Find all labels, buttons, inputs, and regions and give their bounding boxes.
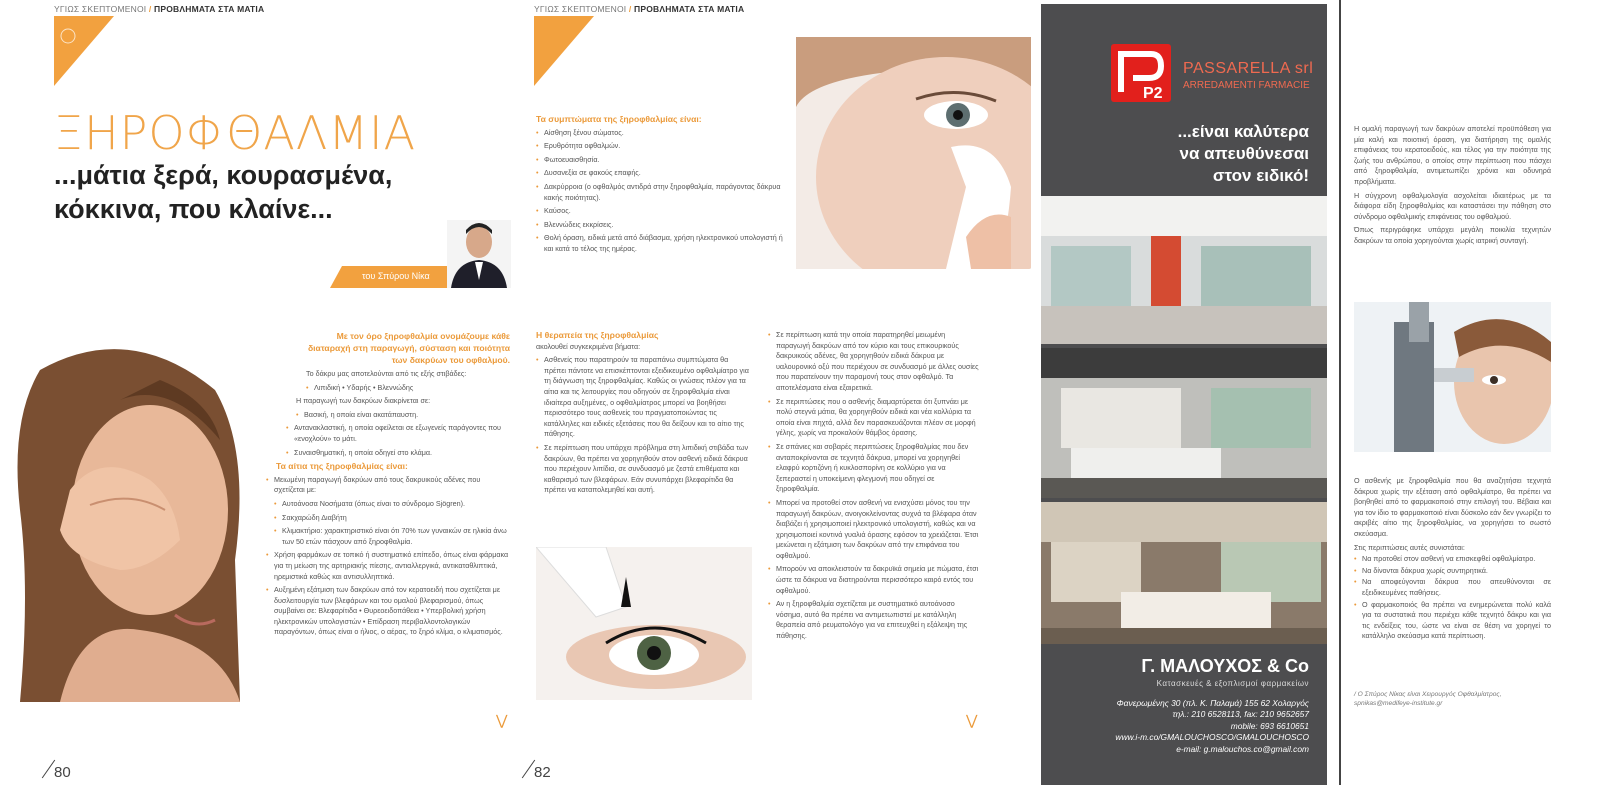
page-number-80: 80: [54, 764, 71, 781]
layers-list: • Λιπιδική • Υδαρής • Βλεννώδης: [306, 383, 510, 394]
woman-tissue-eye-photo: [796, 37, 1031, 269]
therapy-step-8: • Αν η ξηροφθαλμία σχετίζεται με συστηματικό αυτοάνοσο νόσημα, αυτό θα πρέπει να αντιμετωπιστεί με κατάλληλη θεραπεία από ρευματολόγο για να επιτευχθεί η εξάλειψη της πάθησης.: [768, 599, 980, 641]
symptom-item: • Δυσανεξία σε φακούς επαφής.: [536, 168, 792, 179]
therapy-step-6: • Μπορεί να προτοθεί στον ασθενή να ενισχύσει μόνος του την παραγωγή δακρύων, ανοιγοκλείνοντας συχνά τα βλέφαρα όταν διαβάζει ή χρησιμοποιεί ηλεκτρονικό υπολογιστή, καθώς και να χρησιμοποιεί κοντινά γυαλιά όρασης εφόσον τα χρειάζεται. Έτσι μειώνεται η εξάτμιση των δακρύων από την επιφάνεια του οφθαλμού.: [768, 498, 980, 562]
production-basic: • Βασική, η οποία είναι ακατάπαυστη.: [296, 410, 510, 421]
running-header-p2: ΥΓΙΩΣ ΣΚΕΠΤΟΜΕΝΟΙ / ΠΡΟΒΛΗΜΑΤΑ ΣΤΑ ΜΑΤΙΑ: [534, 4, 745, 14]
p4-para-5: Στις περιπτώσεις αυτές συνιστάται:: [1354, 542, 1465, 552]
p4-para-1: Η ομαλή παραγωγή των δακρύων αποτελεί προϋπόθεση για μία καλή και ποιοτική όραση, για διατήρηση της ομαλής επιφάνειας του κερατοειδούς, και τέλος για την ποιότητα της ζωής του ανθρώπου, ο οποίος στην περίπτωση που πάσχει από ξηροφθαλμία, αντιμετωπίζει χρόνια και οδυνηρά προβλήματα.: [1354, 124, 1551, 186]
cause-autoimmune: • Αυτοάνοσα Νοσήματα (όπως είναι το σύνδρομο Sjögren).: [274, 499, 510, 510]
p4-rec-1: • Να προτοθεί στον ασθενή να επισκεφθεί οφθαλμίατρο.: [1354, 554, 1551, 565]
p4-rec-2: • Να δίνονται δάκρυα χωρίς συντηρητικά.: [1354, 566, 1551, 577]
production-reflex: • Αντανακλαστική, η οποία οφείλεται σε εξωγενείς παράγοντες που «ενοχλούν» το μάτι.: [286, 423, 510, 444]
causes-heading: Τα αίτια της ξηροφθαλμίας είναι:: [276, 461, 408, 472]
continue-chevron-icon: ⋁: [496, 712, 508, 728]
ad-slogan-3: στον ειδικό!: [1212, 166, 1309, 185]
symptom-item: • Ερυθρότητα οφθαλμών.: [536, 141, 792, 152]
mobile-line: mobile: 693 6610651: [1230, 720, 1309, 731]
phone-line: τηλ.: 210 6528113, fax: 210 9652657: [1172, 709, 1309, 720]
author-footnote: / Ο Σπύρος Νίκας είναι Χειρουργός Οφθαλμίατρος, spnikas@medifeye-institute.gr: [1354, 691, 1502, 707]
therapy-step-7: • Μπορούν να αποκλειστούν τα δακρυϊκά σημεία με πώματα, έτσι ώστε τα δάκρυα να διατηρούνται περισσότερο καιρό εντός του οφθαλμού.: [768, 564, 980, 596]
company-subtitle: Κατασκευές & εξοπλισμοί φαρμακείων: [1156, 679, 1309, 688]
symptoms-block: [536, 114, 792, 258]
advertisement-panel: [1041, 4, 1327, 785]
ad-slogan-2: να απευθύνεσαι: [1179, 144, 1309, 163]
svg-text:P2: P2: [1143, 85, 1163, 102]
p4-text-top: [1354, 124, 1551, 250]
p4-rec-3: • Να αποφεύγονται δάκρυα που απευθύνονται σε εξειδικευμένες παθήσεις.: [1354, 577, 1551, 598]
production-intro: Η παραγωγή των δακρύων διακρίνεται σε:: [296, 396, 431, 406]
symptom-item: • Αίσθηση ξένου σώματος.: [536, 128, 792, 139]
p4-para-2: Η σύγχρονη οφθαλμολογία ασχολείται ιδιαιτέρως με τα διάφορα είδη ξηροφθαλμίας και καταστάσει την πάθηση στο σύνδρομο οφθαλμικής επιφάνειας του οφθαλμού.: [1354, 190, 1551, 221]
p1-text-column: [266, 330, 510, 641]
page-gutter-line: [1339, 0, 1341, 785]
corner-triangle-decoration: [54, 16, 114, 86]
woman-rubbing-eye-photo: [0, 330, 260, 702]
pharmacy-interior-photo-1: [1041, 196, 1327, 344]
p4-text-bottom: [1354, 476, 1551, 645]
symptom-item: • Καύσος.: [536, 206, 792, 217]
layers-intro: Το δάκρυ μας αποτελούνται από τις εξής στιβάδες:: [306, 369, 467, 378]
pharmacy-interior-photo-2: [1041, 348, 1327, 498]
cause-reduced-production: • Μειωμένη παραγωγή δακρύων από τους δακρυικούς αδένες που σχετίζεται με:: [266, 475, 510, 496]
continue-chevron-icon-p2: ⋁: [966, 712, 978, 728]
therapy-block: [536, 330, 752, 499]
therapy-step-3: • Σε περίπτωση κατά την οποία παρατηρηθεί μειωμένη παραγωγή δακρύων από τον κύριο και τους επικουρικούς δακρυικούς αδένες, θα χορηγηθούν ειδικά δάκρυα με υαλουρονικό οξύ που περιέχουν σε συνδυασμό με άλλες ουσίες που παρατείνουν την παραμονή τους στον οφθαλμό. Τα αποτελέσματα είναι εξαιρετικά.: [768, 330, 980, 394]
p4-rec-4: • Ο φαρμακοποιός θα πρέπει να ενημερώνεται πολύ καλά για τα συστατικά που περιέχει κάθε τεχνητό δάκρυ και για τις ενδείξεις του, ώστε να είναι σε θέση να χορηγεί το κατάλληλο σκεύασμα κατά περίπτωση.: [1354, 600, 1551, 642]
therapy-intro: ακολουθεί συγκεκριμένα βήματα:: [536, 341, 641, 351]
production-emotional: • Συναισθηματική, η οποία οδηγεί στο κλάμα.: [286, 448, 510, 459]
symptom-item: • Δακρύρροια (ο οφθαλμός αντιδρά στην ξηροφθαλμία, παράγοντας δάκρυα κακής ποιότητας).: [536, 182, 792, 203]
company-name: Γ. ΜΑΛΟΥΧΟΣ & Co: [1141, 656, 1309, 676]
cause-evaporation: • Αυξημένη εξάτμιση των δακρύων από τον κερατοειδή που σχετίζεται με δυσλειτουργία των βλεφάρων και του ομαλού βλεφαρισμού, όπως συμβαίνει σε: Βλεφαρίτιδα • Θυρεοειδοπάθεια • Υπερβολική χρήση ηλεκτρονικών υπολογιστών • Επίδραση περιβαλλοντολογικών παραγόντων, όπως είναι ο ήλιος, ο αέρας, το ξηρό κλίμα, ο κλιματισμός.: [266, 585, 510, 638]
author-name: του Σπύρου Νίκα: [362, 271, 430, 281]
symptoms-list: [536, 128, 792, 255]
symptom-item: • Φωτοευαισθησία.: [536, 155, 792, 166]
pharmacy-interior-photo-3: [1041, 502, 1327, 644]
cause-menopause: • Κλιμακτήριο: χαρακτηριστικό είναι ότι 70% των γυναικών σε ηλικία άνω των 50 ετών πάσχουν από ξηροφθαλμία.: [274, 526, 510, 547]
therapy-right-column: [768, 330, 980, 645]
p4-para-4: Ο ασθενής με ξηροφθαλμία που θα αναζητήσει τεχνητά δάκρυα χωρίς την εξέταση από οφθαλμίατρο, θα πρέπει να βοηθηθεί από το φαρμακοποιό στην επιλογή του. Βέβαια και για τον ίδιο το φαρμακοποιό είναι δύσκολο εάν δεν γνωρίζει το ακριβές αίτιο της ξηροφθαλμίας, να χορηγήσει το σωστό σκεύασμα.: [1354, 476, 1551, 538]
brand-name: PASSARELLA srl: [1183, 60, 1314, 77]
therapy-step-1: • Ασθενείς που παρατηρούν τα παραπάνω συμπτώματα θα πρέπει πάντοτε να επισκέπτονται εξειδικευμένο οφθαλμίατρο για τη διάγνωση της ξηροφθαλμίας. Καθώς οι γνώσεις πλέον για τα αίτια και τις λειτουργίες που οδηγούν σε ξηροφθαλμία είναι ιδιαίτερα αυξημένες, ο οφθαλμίατρος μπορεί να βοηθήσει περισσότερο τους ασθενείς του πραγματοποιώντας τις κατάλληλες και ειδικές εξετάσεις που θα δείξουν και το αίτιο της πάθησης.: [536, 355, 752, 440]
author-photo: [447, 220, 511, 288]
contact-address: [1115, 698, 1309, 755]
p2-logo: [1111, 44, 1171, 102]
article-subtitle-line1: ...μάτια ξερά, κουρασμένα,: [54, 160, 393, 190]
therapy-heading: Η θεραπεία της ξηροφθαλμίας: [536, 330, 659, 340]
corner-triangle-decoration-p2: [534, 16, 594, 86]
address-line: Φανερωμένης 30 (πλ. Κ. Παλαμά) 155 62 Χολαργός: [1116, 698, 1309, 708]
brand-subtitle: ARREDAMENTI FARMACIE: [1183, 80, 1310, 91]
cause-medication: • Χρήση φαρμάκων σε τοπικό ή συστηματικό επίπεδο, όπως είναι φάρμακα για τη μείωση της αρτηριακής πίεσης, αντιαλλεργικά, αντικαταθλιπτικά, ηρεμιστικά καθώς και αντισυλληπτικά.: [266, 550, 510, 582]
symptom-item: • Θολή όραση, ειδικά μετά από διάβασμα, χρήση ηλεκτρονικού υπολογιστή ή και κατά το τέλος της ημέρας.: [536, 233, 792, 254]
eye-exam-photo: [1354, 302, 1551, 452]
symptom-item: • Βλεννώδεις εκκρίσεις.: [536, 220, 792, 231]
email-link[interactable]: e-mail: g.malouchos.co@gmail.com: [1176, 743, 1309, 754]
therapy-step-4: • Σε περιπτώσεις που ο ασθενής διαμαρτύρεται ότι ξυπνάει με πολύ στεγνά μάτια, θα χορηγηθούν ειδικά και νέα κολλύρια τα οποία είναι πηχτά, αλλά δεν παρασκευάζονται πλέον σε μορφή γέλης, χωρίς να προκαλούν θάμβος όρασης.: [768, 397, 980, 439]
article-title: ΞΗΡΟΦΘΑΛΜΙΑ: [54, 106, 417, 160]
lead-paragraph: Με τον όρο ξηροφθαλμία ονομάζουμε κάθε διαταραχή στη παραγωγή, σύσταση και ποιότητα των δακρύων του οφθαλμού.: [307, 331, 510, 365]
cause-diabetes: • Σακχαρώδη Διαβήτη: [274, 513, 510, 524]
therapy-step-2: • Σε περίπτωση που υπάρχει πρόβλημα στη λιπιδική στιβάδα των δακρύων, θα πρέπει να χορηγηθούν στον ασθενή ειδικά δάκρυα που περιέχουν λιπίδια, σε συνδυασμό με ζεστά επιθέματα και καθαρισμό των βλεφάρων. Εάν συνυπάρχει βλεφαρίτιδα θα πρέπει να καταπολεμηθεί και αυτή.: [536, 443, 752, 496]
eye-drops-photo: [536, 547, 752, 700]
article-subtitle-line2: κόκκινα, που κλαίνε...: [54, 194, 333, 224]
ad-slogan-1: ...είναι καλύτερα: [1177, 122, 1309, 141]
page-number-82: 82: [534, 764, 551, 781]
therapy-step-5: • Σε σπάνιες και σοβαρές περιπτώσεις ξηροφθαλμίας που δεν ανταποκρίνονται σε τεχνητά δάκρυα, μπορεί να χορηγηθεί ελαφρύ κορτιζόνη ή κυκλοσπορίνη σε κολλύριο για να ξεπεραστεί η υποκείμενη φλεγμονή που οδηγεί σε ξηροφθαλμία.: [768, 442, 980, 495]
running-header: ΥΓΙΩΣ ΣΚΕΠΤΟΜΕΝΟΙ / ΠΡΟΒΛΗΜΑΤΑ ΣΤΑ ΜΑΤΙΑ: [54, 4, 265, 14]
website-link[interactable]: www.i-m.co/GMALOUCHOSCO/GMALOUCHOSCO: [1115, 732, 1309, 743]
symptoms-heading: Τα συμπτώματα της ξηροφθαλμίας είναι:: [536, 114, 702, 124]
p4-para-3: Όπως περιγράφηκε υπάρχει μεγάλη ποικιλία τεχνητών δακρύων τα οποία χορηγούνται χωρίς ιατρική συνταγή.: [1354, 225, 1551, 245]
